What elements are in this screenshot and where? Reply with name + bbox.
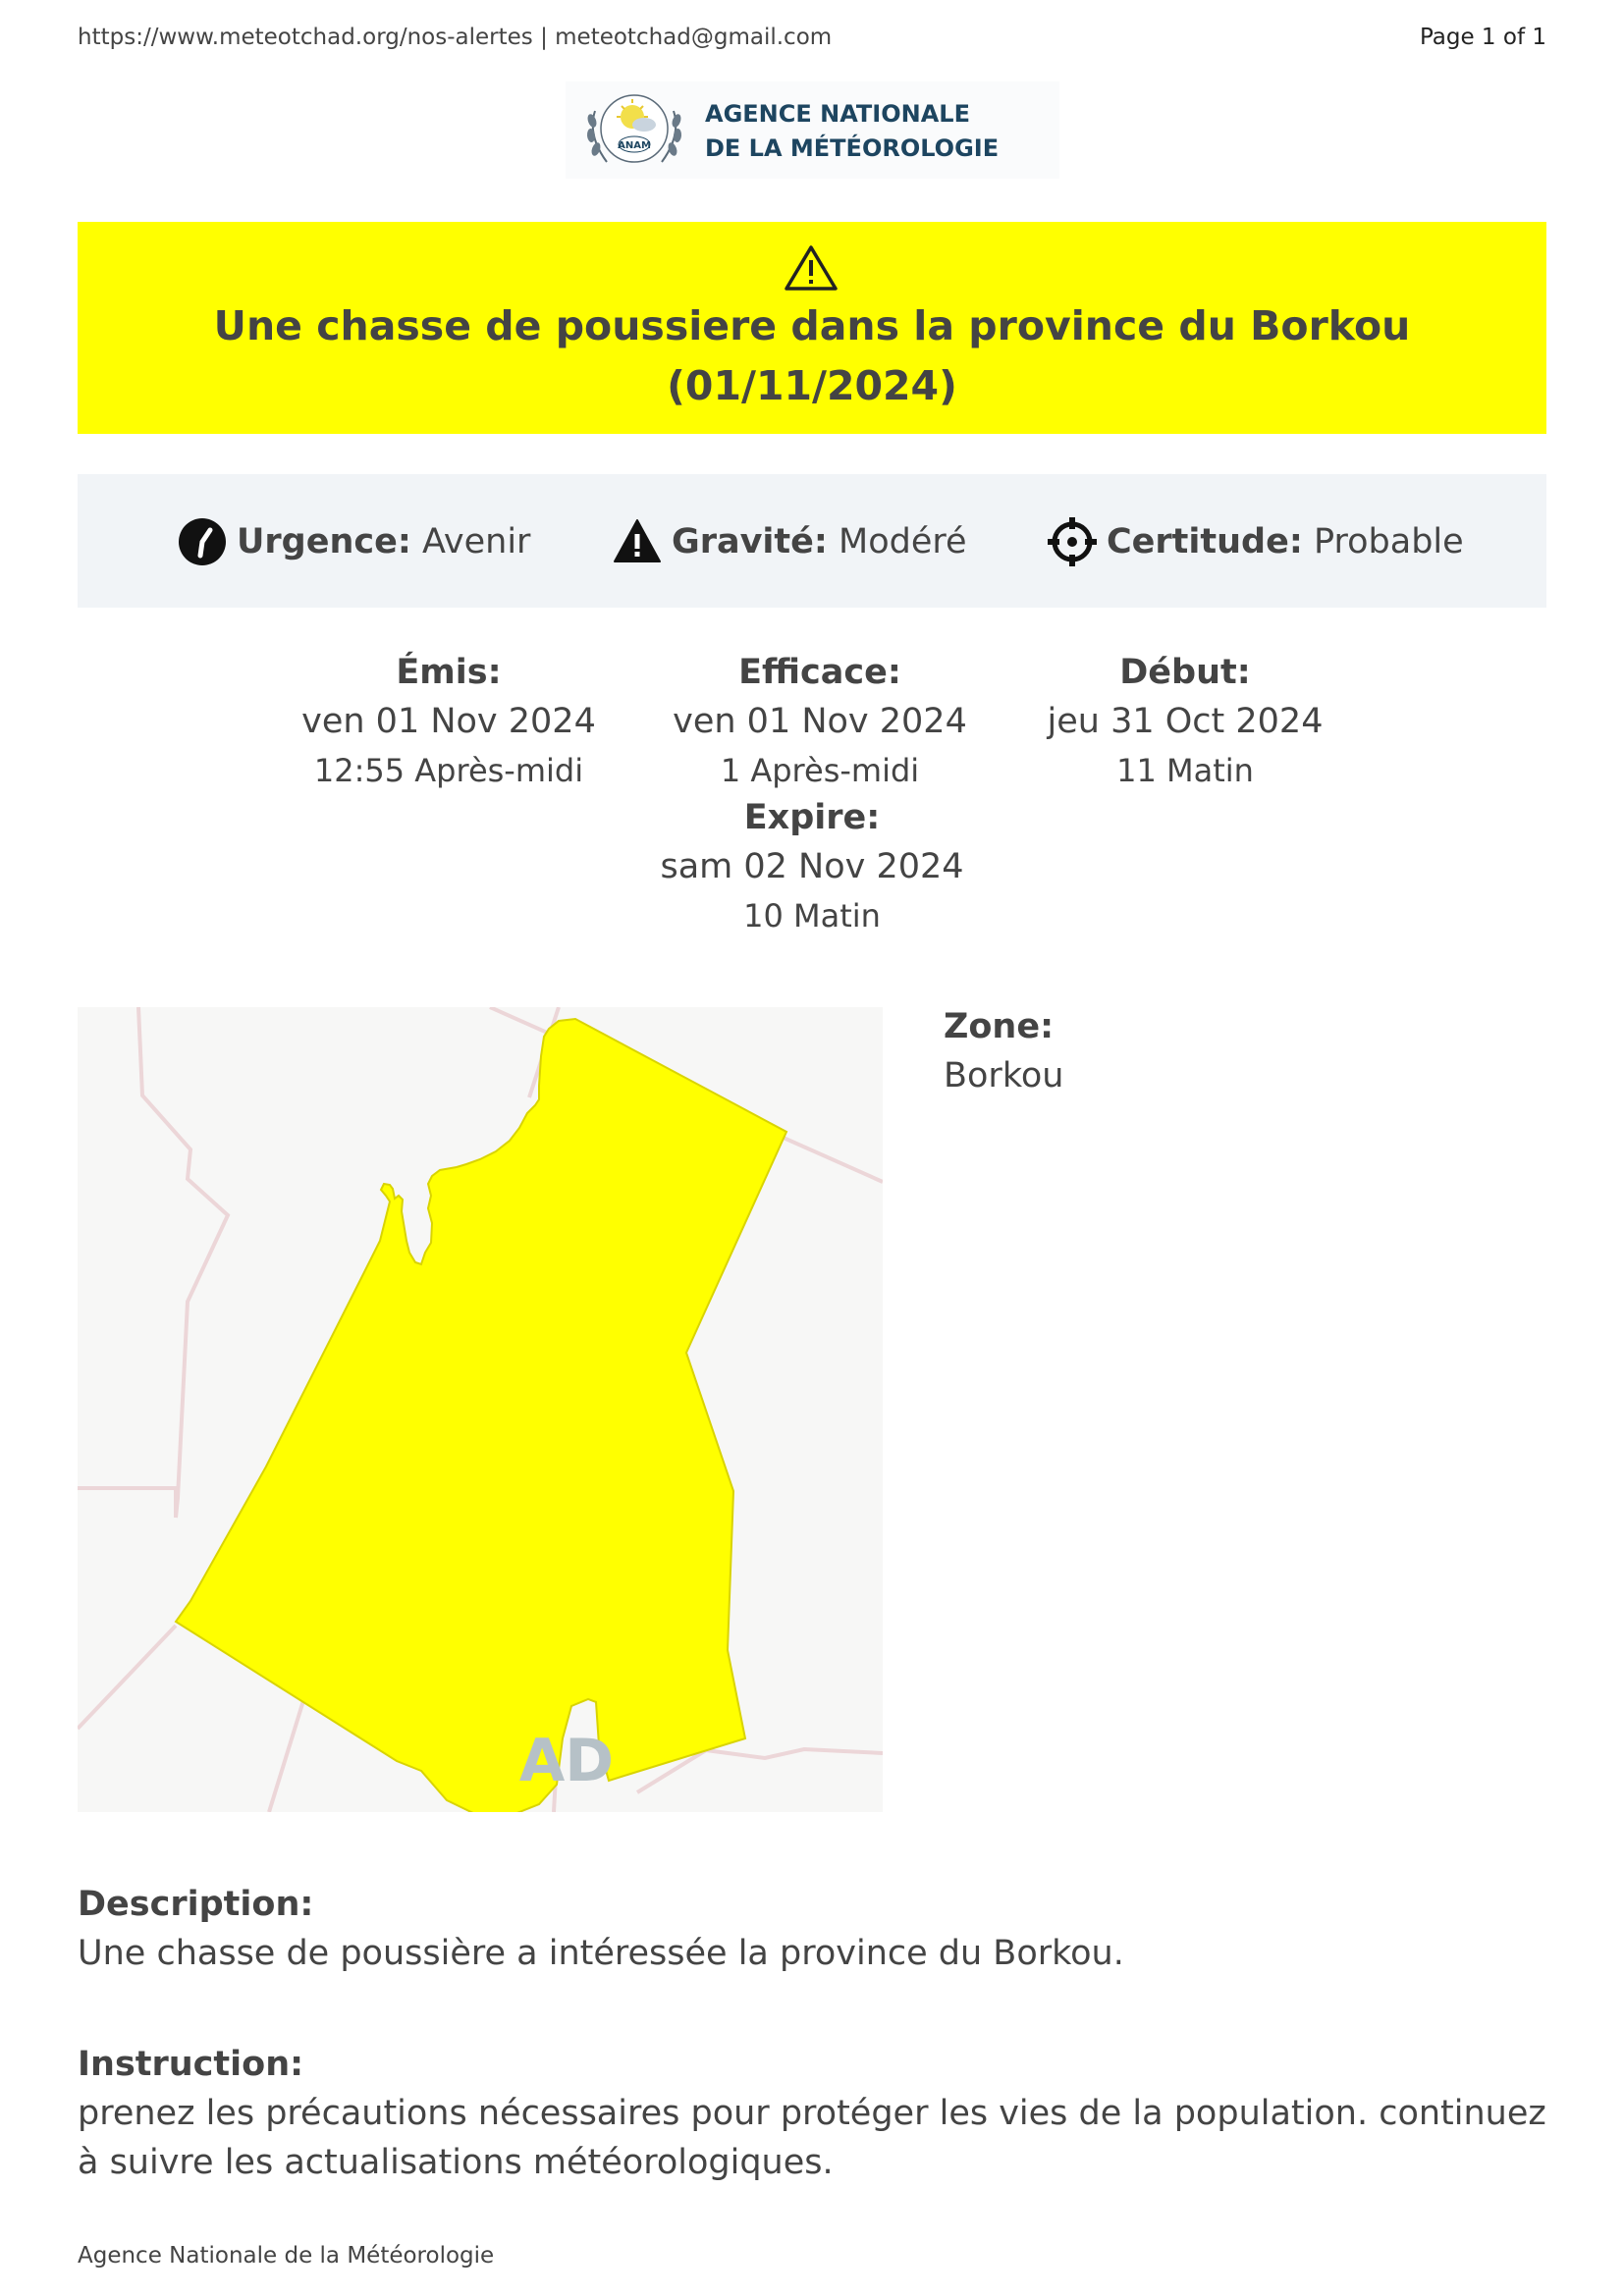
agency-name-line2: DE LA MÉTÉOROLOGIE [705,134,1000,162]
certainty-value: Probable [1314,522,1464,561]
alert-info-bar [78,474,1546,608]
severity-value: Modéré [839,522,967,561]
issued-label: Émis: [396,653,502,692]
expires-block [655,793,969,940]
alert-banner [78,222,1546,434]
certainty-label: Certitude: [1107,522,1303,561]
urgency-value: Avenir [422,522,531,561]
description-text: Une chasse de poussière a intéressée la province du Borkou. [78,1934,1124,1973]
effective-label: Efficace: [738,653,901,692]
onset-block [1028,648,1342,795]
instruction-text: prenez les précautions nécessaires pour protéger les vies de la population. continuez à suivre les actualisations météorologiques. [78,2094,1546,2182]
alert-title [78,296,1546,416]
alert-title-text: Une chasse de poussiere dans la province du Borkou [213,302,1411,349]
effective-time: 1 Après-midi [720,752,920,789]
warning-triangle-icon [784,243,839,293]
page-number: Page 1 of 1 [1419,25,1546,50]
zone-value: Borkou [944,1056,1064,1095]
anam-seal-text: ANAM [618,140,651,151]
urgency-label: Urgence: [237,522,411,561]
footer-agency: Agence Nationale de la Météorologie [78,2243,495,2269]
crosshair-icon [1048,517,1097,566]
agency-name [705,97,999,166]
agency-name-line1: AGENCE NATIONALE [705,100,970,128]
anam-logo [566,81,1059,179]
expires-label: Expire: [743,798,881,837]
header-url-email: https://www.meteotchad.org/nos-alertes | meteotchad@gmail.com [78,25,833,50]
warning-filled-icon [613,517,662,566]
clock-icon [178,517,227,566]
description-label: Description: [78,1885,314,1924]
zone-label: Zone: [944,1007,1055,1046]
onset-date: jeu 31 Oct 2024 [1047,702,1324,741]
anam-seal-icon [575,81,693,179]
effective-date: ven 01 Nov 2024 [673,702,967,741]
issued-time: 12:55 Après-midi [313,752,584,789]
alert-date: (01/11/2024) [667,362,957,409]
onset-time: 11 Matin [1116,752,1254,789]
country-label: AD [518,1727,615,1795]
alert-map[interactable] [78,1007,883,1812]
severity-label: Gravité: [672,522,828,561]
expires-date: sam 02 Nov 2024 [660,847,964,886]
expires-time: 10 Matin [743,897,881,934]
effective-block [663,648,977,795]
issued-date: ven 01 Nov 2024 [301,702,596,741]
borkou-zone [176,1019,786,1812]
issued-block [292,648,606,795]
instruction-label: Instruction: [78,2045,304,2084]
onset-label: Début: [1119,653,1251,692]
borkou-map [78,1007,883,1812]
